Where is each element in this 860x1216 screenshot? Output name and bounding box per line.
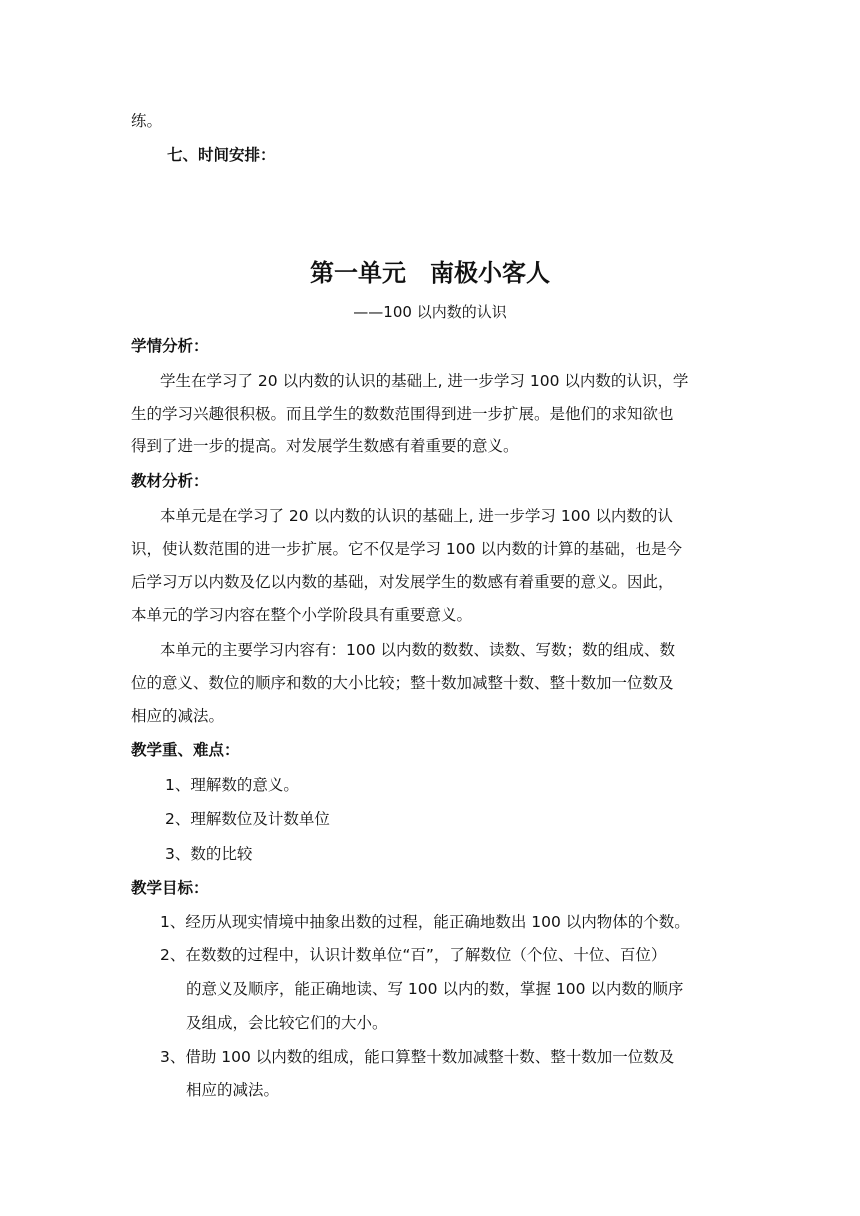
objective-line: 相应的减法。 — [186, 1081, 280, 1099]
section-heading-time: 七、时间安排： — [167, 146, 276, 164]
unit-title: 第一单元 南极小客人 — [310, 259, 550, 287]
objectives-heading: 教学目标： — [131, 879, 209, 897]
student-analysis-line: 学生在学习了 20 以内数的认识的基础上, 进一步学习 100 以内数的认识，学 — [160, 372, 689, 390]
objective-line: 2、在数数的过程中，认识计数单位“百”，了解数位（个位、十位、百位） — [160, 946, 667, 964]
fragment-text: 练。 — [131, 112, 163, 130]
key-point-item: 1、理解数的意义。 — [165, 776, 299, 794]
student-analysis-line: 得到了进一步的提高。对发展学生数感有着重要的意义。 — [131, 437, 519, 455]
material-analysis-line: 本单元是在学习了 20 以内数的认识的基础上, 进一步学习 100 以内数的认 — [160, 507, 673, 525]
key-points-heading: 教学重、难点： — [131, 741, 240, 759]
material-content-line: 相应的减法。 — [131, 707, 225, 725]
material-analysis-line: 后学习万以内数及亿以内数的基础，对发展学生的数感有着重要的意义。因此， — [131, 573, 674, 591]
student-analysis-heading: 学情分析： — [131, 337, 209, 355]
student-analysis-line: 生的学习兴趣很积极。而且学生的数数范围得到进一步扩展。是他们的求知欲也 — [131, 405, 674, 423]
material-content-line: 位的意义、数位的顺序和数的大小比较；整十数加减整十数、整十数加一位数及 — [131, 674, 674, 692]
objective-line: 的意义及顺序，能正确地读、写 100 以内的数，掌握 100 以内数的顺序 — [186, 980, 684, 998]
objective-line: 3、借助 100 以内数的组成，能口算整十数加减整十数、整十数加一位数及 — [160, 1048, 675, 1066]
objective-line: 及组成，会比较它们的大小。 — [186, 1014, 388, 1032]
material-content-line: 本单元的主要学习内容有：100 以内数的数数、读数、写数；数的组成、数 — [160, 641, 676, 659]
objective-line: 1、经历从现实情境中抽象出数的过程，能正确地数出 100 以内物体的个数。 — [160, 913, 690, 931]
unit-subtitle: ——100 以内数的认识 — [353, 303, 507, 321]
material-analysis-heading: 教材分析： — [131, 472, 209, 490]
material-analysis-line: 识，使认数范围的进一步扩展。它不仅是学习 100 以内数的计算的基础，也是今 — [131, 540, 682, 558]
material-analysis-line: 本单元的学习内容在整个小学阶段具有重要意义。 — [131, 606, 473, 624]
key-point-item: 2、理解数位及计数单位 — [165, 810, 330, 828]
key-point-item: 3、数的比较 — [165, 845, 253, 863]
